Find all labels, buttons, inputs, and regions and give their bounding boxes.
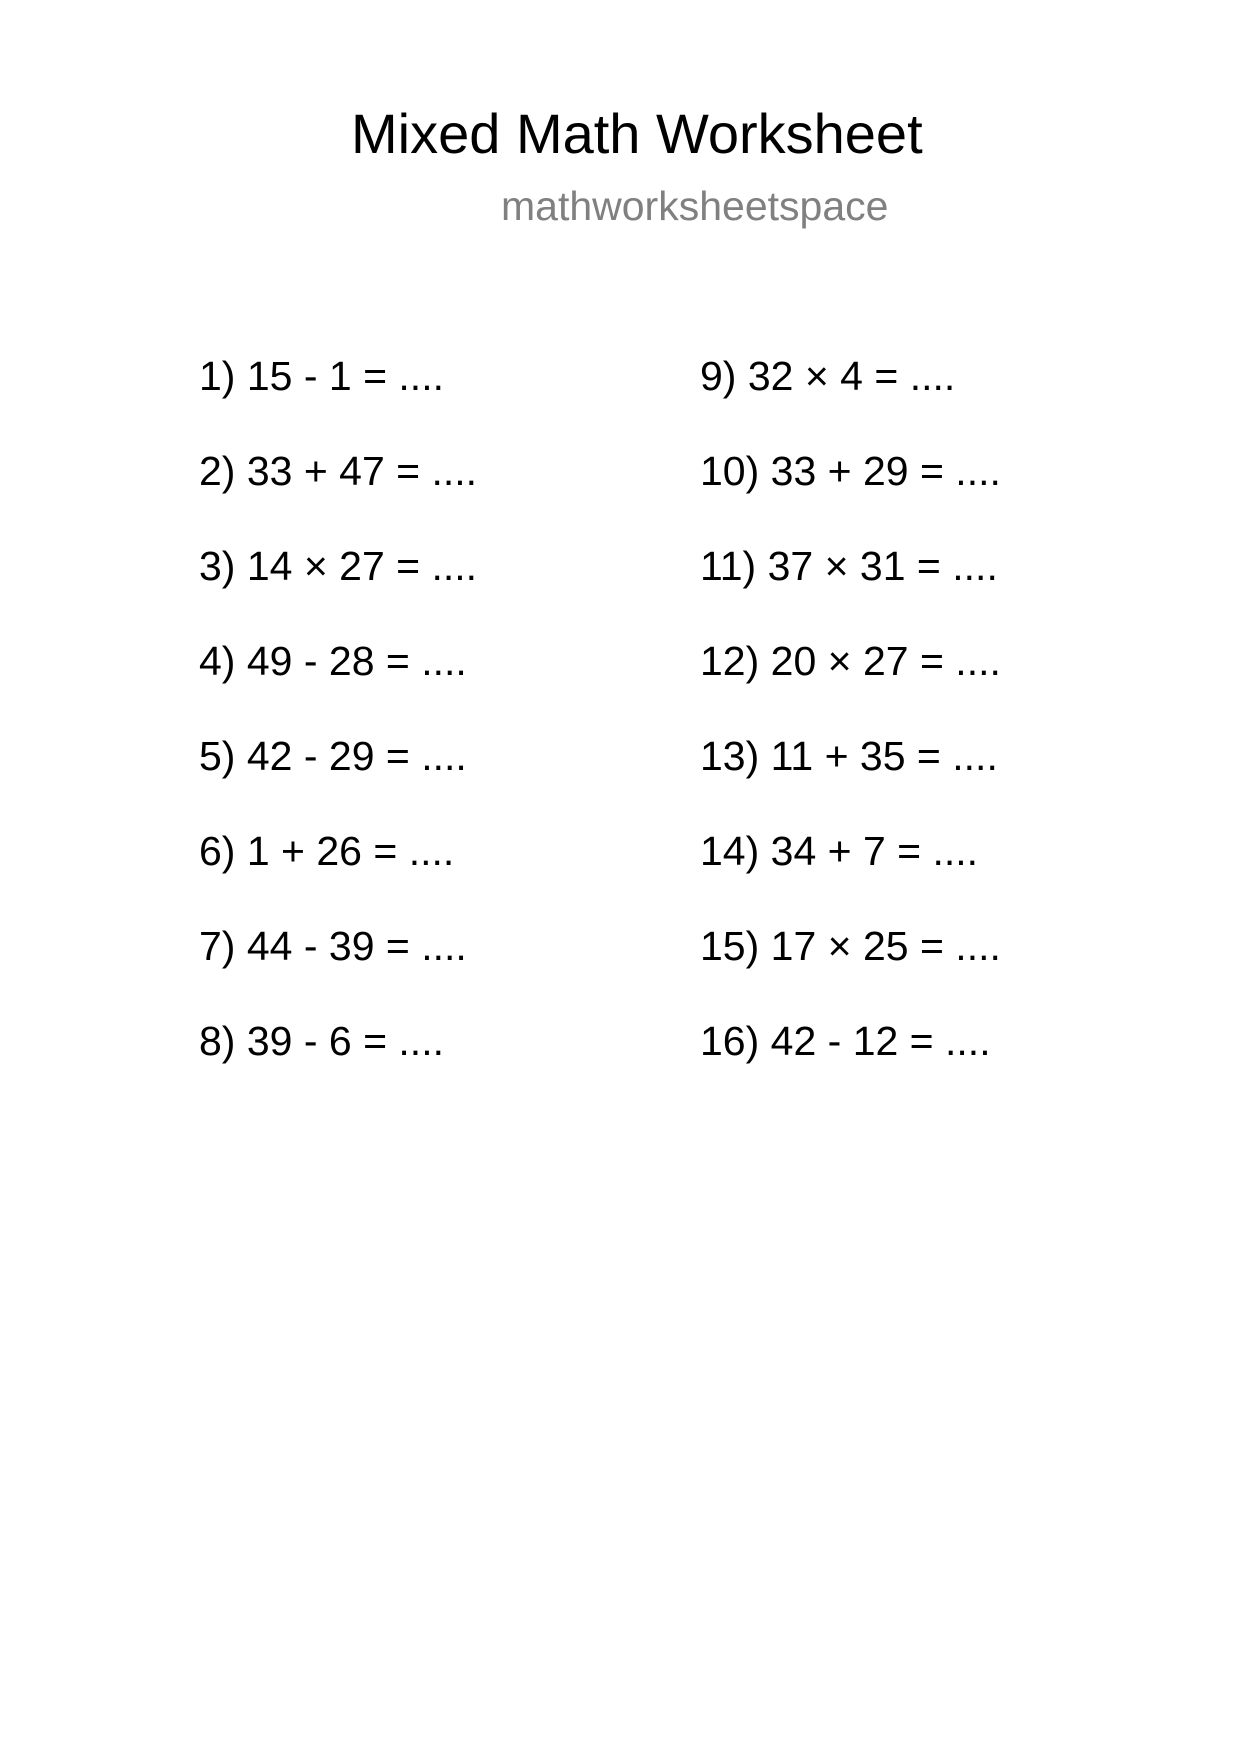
problem-item: 4) 49 - 28 = .... xyxy=(199,638,467,684)
problem-item: 2) 33 + 47 = .... xyxy=(199,448,478,494)
problem-item: 14) 34 + 7 = .... xyxy=(700,828,979,874)
problems-right-column xyxy=(700,346,1001,1106)
problem-item: 7) 44 - 39 = .... xyxy=(199,923,467,969)
problem-item: 16) 42 - 12 = .... xyxy=(700,1018,991,1064)
problems-left-column xyxy=(199,346,477,1106)
problem-item: 15) 17 × 25 = .... xyxy=(700,923,1001,969)
problem-item: 11) 37 × 31 = .... xyxy=(700,543,998,589)
problem-item: 13) 11 + 35 = .... xyxy=(700,733,998,779)
problem-item: 5) 42 - 29 = .... xyxy=(199,733,467,779)
problem-item: 12) 20 × 27 = .... xyxy=(700,638,1001,684)
problem-item: 8) 39 - 6 = .... xyxy=(199,1018,444,1064)
worksheet-title: Mixed Math Worksheet xyxy=(351,102,923,165)
problem-item: 9) 32 × 4 = .... xyxy=(700,353,956,399)
problem-item: 10) 33 + 29 = .... xyxy=(700,448,1001,494)
worksheet-source: mathworksheetspace xyxy=(501,183,889,229)
problem-item: 3) 14 × 27 = .... xyxy=(199,543,478,589)
problem-item: 1) 15 - 1 = .... xyxy=(199,353,444,399)
problem-item: 6) 1 + 26 = .... xyxy=(199,828,455,874)
